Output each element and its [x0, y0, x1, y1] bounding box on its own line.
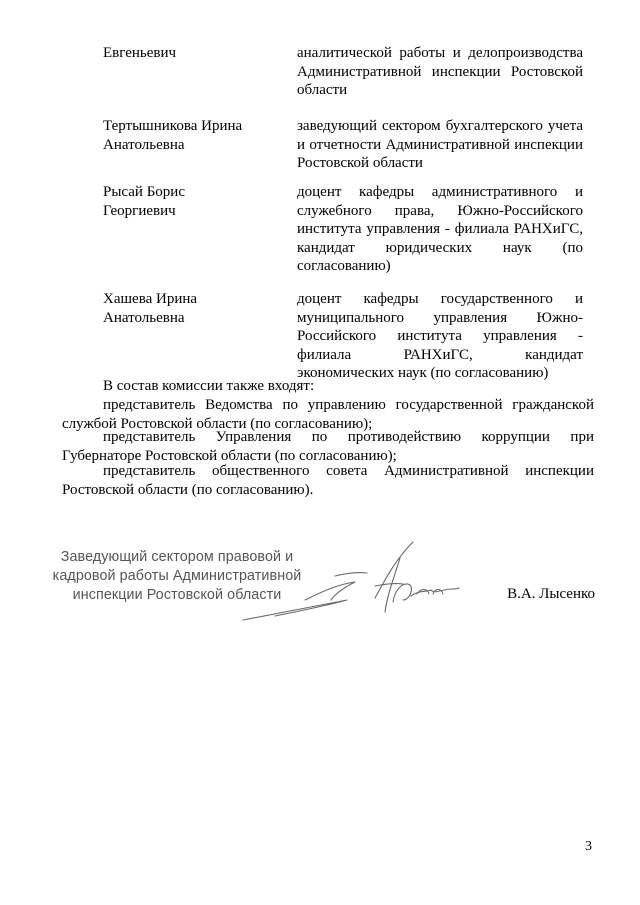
commission-intro	[62, 377, 594, 396]
representative-line: представитель Ведомства по управлению государственной гражданской	[103, 397, 594, 413]
page-number: 3	[585, 839, 592, 854]
member-name-line: Хашева Ирина	[103, 291, 198, 307]
signer-name: В.А. Лысенко	[507, 586, 595, 602]
member-position-line: аналитической работы и делопроизводства	[297, 45, 583, 61]
handwritten-signature	[235, 540, 465, 630]
representative-line: Губернаторе Ростовской области (по согласованию);	[62, 447, 397, 464]
member-position-line: заведующий сектором бухгалтерского учета	[297, 118, 583, 134]
member-name	[103, 44, 273, 63]
representative-line: представитель Управления по противодействию коррупции при	[103, 429, 594, 445]
member-position-line: экономических наук (по согласованию)	[297, 365, 549, 381]
member-name-line: Евгеньевич	[103, 45, 177, 61]
member-name-line: Георгиевич	[103, 202, 176, 219]
commission-intro-text: В состав комиссии также входят:	[103, 378, 315, 394]
member-position	[297, 44, 583, 100]
member-name	[103, 290, 273, 327]
member-name-line: Тертышникова Ирина	[103, 118, 243, 134]
signer-title-line: кадровой работы Административной	[52, 568, 302, 584]
representative-item	[62, 428, 594, 465]
member-position-line: муниципального управления Южно-	[297, 309, 583, 326]
member-position-line: Ростовской области	[297, 155, 423, 171]
member-position-line: филиала РАНХиГС, кандидат	[297, 346, 583, 363]
representative-item	[62, 462, 594, 499]
member-position	[297, 117, 583, 173]
member-position-line: Российского института управления -	[297, 328, 583, 344]
representative-line: службой Ростовской области (по согласованию);	[62, 415, 373, 432]
member-position-line: служебного права, Южно-Российского	[297, 202, 583, 219]
representative-line: Ростовской области (по согласованию).	[62, 481, 314, 498]
member-position-line: и отчетности Административной инспекции	[297, 136, 583, 153]
member-position-line: доцент кафедры государственного и	[297, 291, 583, 307]
member-name	[103, 183, 273, 220]
member-name	[103, 117, 273, 154]
member-name-line: Анатольевна	[103, 136, 185, 153]
member-name-line: Рысай Борис	[103, 184, 185, 200]
member-position-line: доцент кафедры административного и	[297, 184, 583, 200]
member-position-line: кандидат юридических наук (по	[297, 239, 583, 256]
member-position-line: согласованию)	[297, 258, 391, 274]
signer-title-line: Заведующий сектором правовой и	[60, 549, 294, 565]
member-position-line: Административной инспекции Ростовской	[297, 63, 583, 80]
member-name-line: Анатольевна	[103, 309, 185, 326]
signer-title-line: инспекции Ростовской области	[72, 587, 282, 603]
member-position	[297, 290, 583, 383]
member-position-line: института управления - филиала РАНХиГС,	[297, 221, 583, 237]
representative-line: представитель общественного совета Административной инспекции	[103, 463, 594, 479]
member-position-line: области	[297, 82, 348, 98]
member-position	[297, 183, 583, 276]
